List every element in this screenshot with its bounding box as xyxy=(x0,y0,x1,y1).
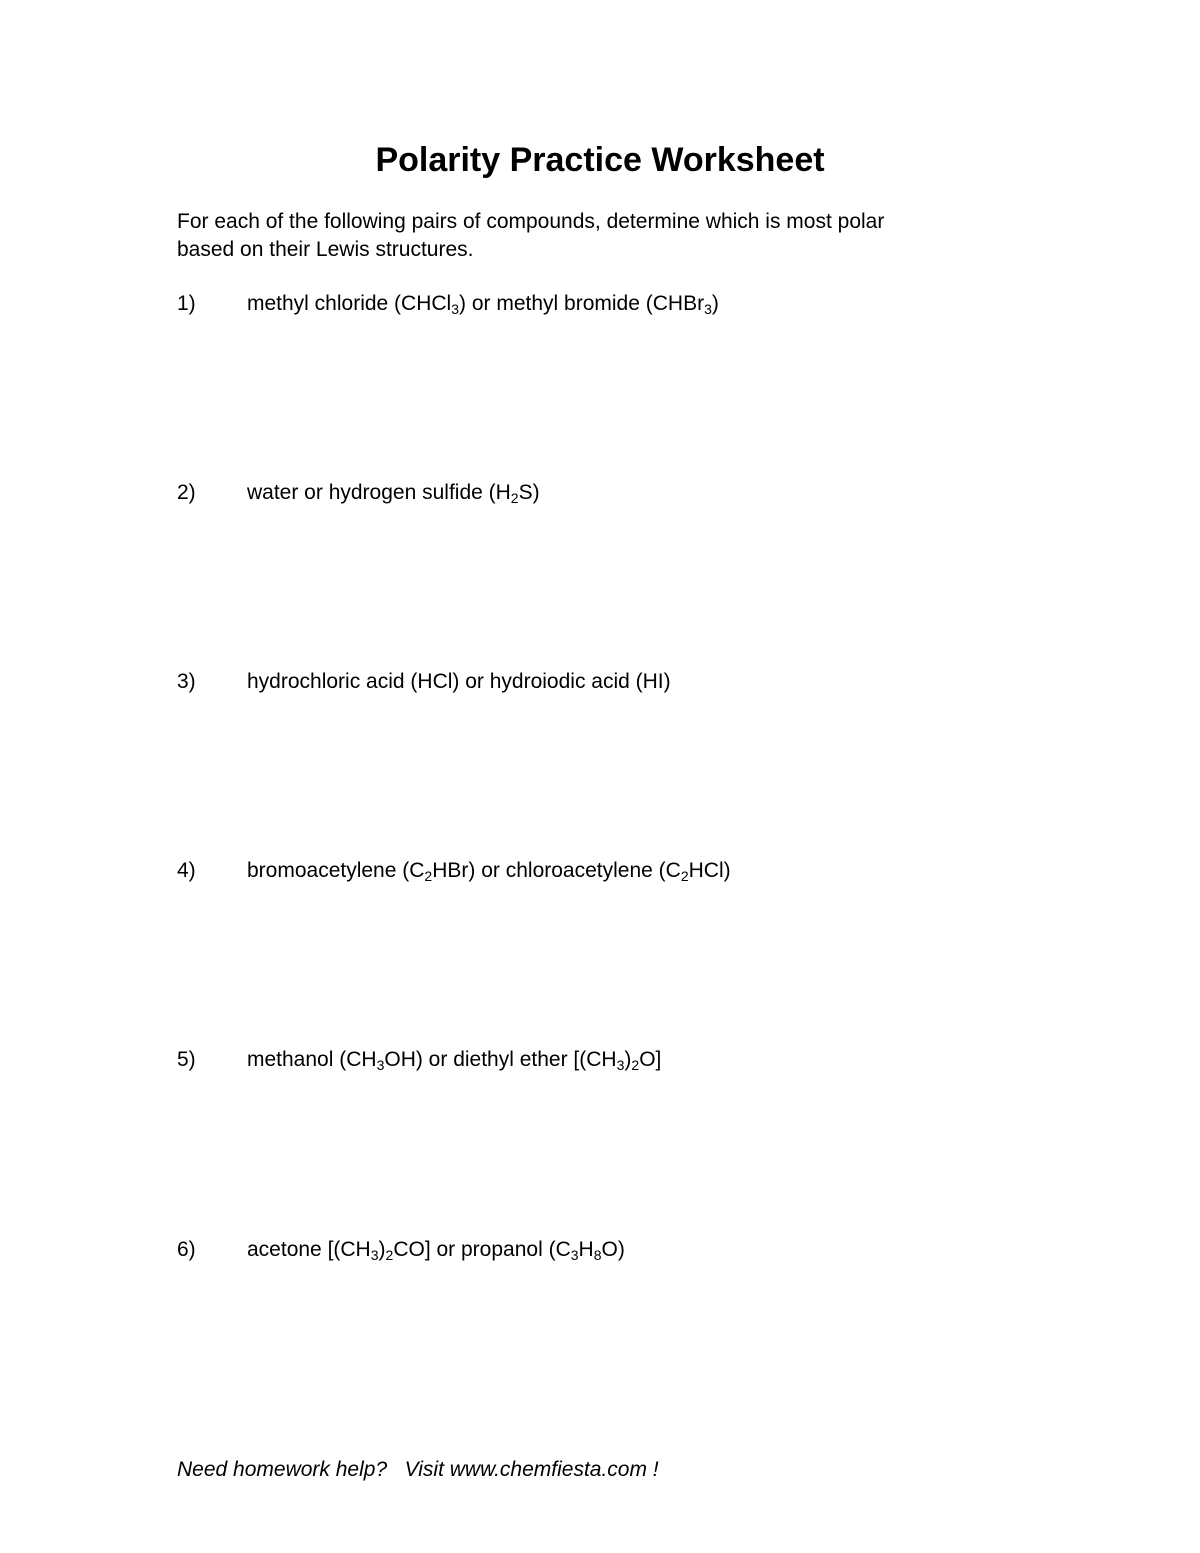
formula-subscript: 2 xyxy=(510,490,519,506)
formula-subscript: 8 xyxy=(593,1247,602,1263)
question-text-segment: S) xyxy=(518,481,540,504)
question-text-segment: O) xyxy=(601,1238,625,1261)
formula-subscript: 3 xyxy=(451,301,460,317)
question-text-segment: hydrochloric acid (HCl) or hydroiodic acid (HI) xyxy=(247,670,671,693)
question-text-segment: HBr) or chloroacetylene (C xyxy=(432,859,681,882)
formula-subscript: 3 xyxy=(704,301,712,317)
formula-subscript: 2 xyxy=(424,868,433,884)
question-number: 6) xyxy=(177,1238,196,1261)
formula-subscript: 2 xyxy=(631,1057,640,1073)
question-text-segment: ) xyxy=(711,292,719,315)
question-text-segment: ) xyxy=(378,1238,386,1261)
question-text-segment: acetone [(CH xyxy=(247,1238,371,1261)
question-text-segment: methyl chloride (CHCl xyxy=(247,292,452,315)
question-number: 2) xyxy=(177,481,196,504)
instructions-line-1: For each of the following pairs of compounds, determine which is most polar xyxy=(177,210,885,233)
question-text-segment: HCl) xyxy=(688,859,731,882)
formula-subscript: 3 xyxy=(616,1057,625,1073)
question-text xyxy=(247,1236,625,1264)
question-number: 3) xyxy=(177,670,196,693)
question-text-segment: O] xyxy=(639,1048,662,1071)
formula-subscript: 3 xyxy=(570,1247,579,1263)
question-number: 5) xyxy=(177,1048,196,1071)
question-text xyxy=(247,668,671,696)
formula-subscript: 3 xyxy=(376,1057,385,1073)
instructions xyxy=(177,208,997,264)
question-number: 4) xyxy=(177,859,196,882)
formula-subscript: 3 xyxy=(370,1247,379,1263)
page-title: Polarity Practice Worksheet xyxy=(375,141,825,179)
question-text-segment: water or hydrogen sulfide (H xyxy=(247,481,511,504)
formula-subscript: 2 xyxy=(385,1247,394,1263)
question-text-segment: ) xyxy=(624,1048,632,1071)
formula-subscript: 2 xyxy=(680,868,689,884)
question-text-segment: ) or methyl bromide (CHBr xyxy=(459,292,705,315)
question-text-segment: bromoacetylene (C xyxy=(247,859,425,882)
footer-help-text: Need homework help? Visit www.chemfiesta.com ! xyxy=(177,1458,659,1481)
question-number: 1) xyxy=(177,292,196,315)
question-text-segment: CO] or propanol (C xyxy=(393,1238,571,1261)
question-text-segment: H xyxy=(578,1238,594,1261)
question-text-segment: OH) or diethyl ether [(CH xyxy=(384,1048,617,1071)
question-text xyxy=(247,857,731,885)
question-text-segment: methanol (CH xyxy=(247,1048,377,1071)
instructions-line-2: based on their Lewis structures. xyxy=(177,238,474,261)
question-text xyxy=(247,1046,661,1074)
question-text xyxy=(247,290,719,318)
question-text xyxy=(247,479,540,507)
